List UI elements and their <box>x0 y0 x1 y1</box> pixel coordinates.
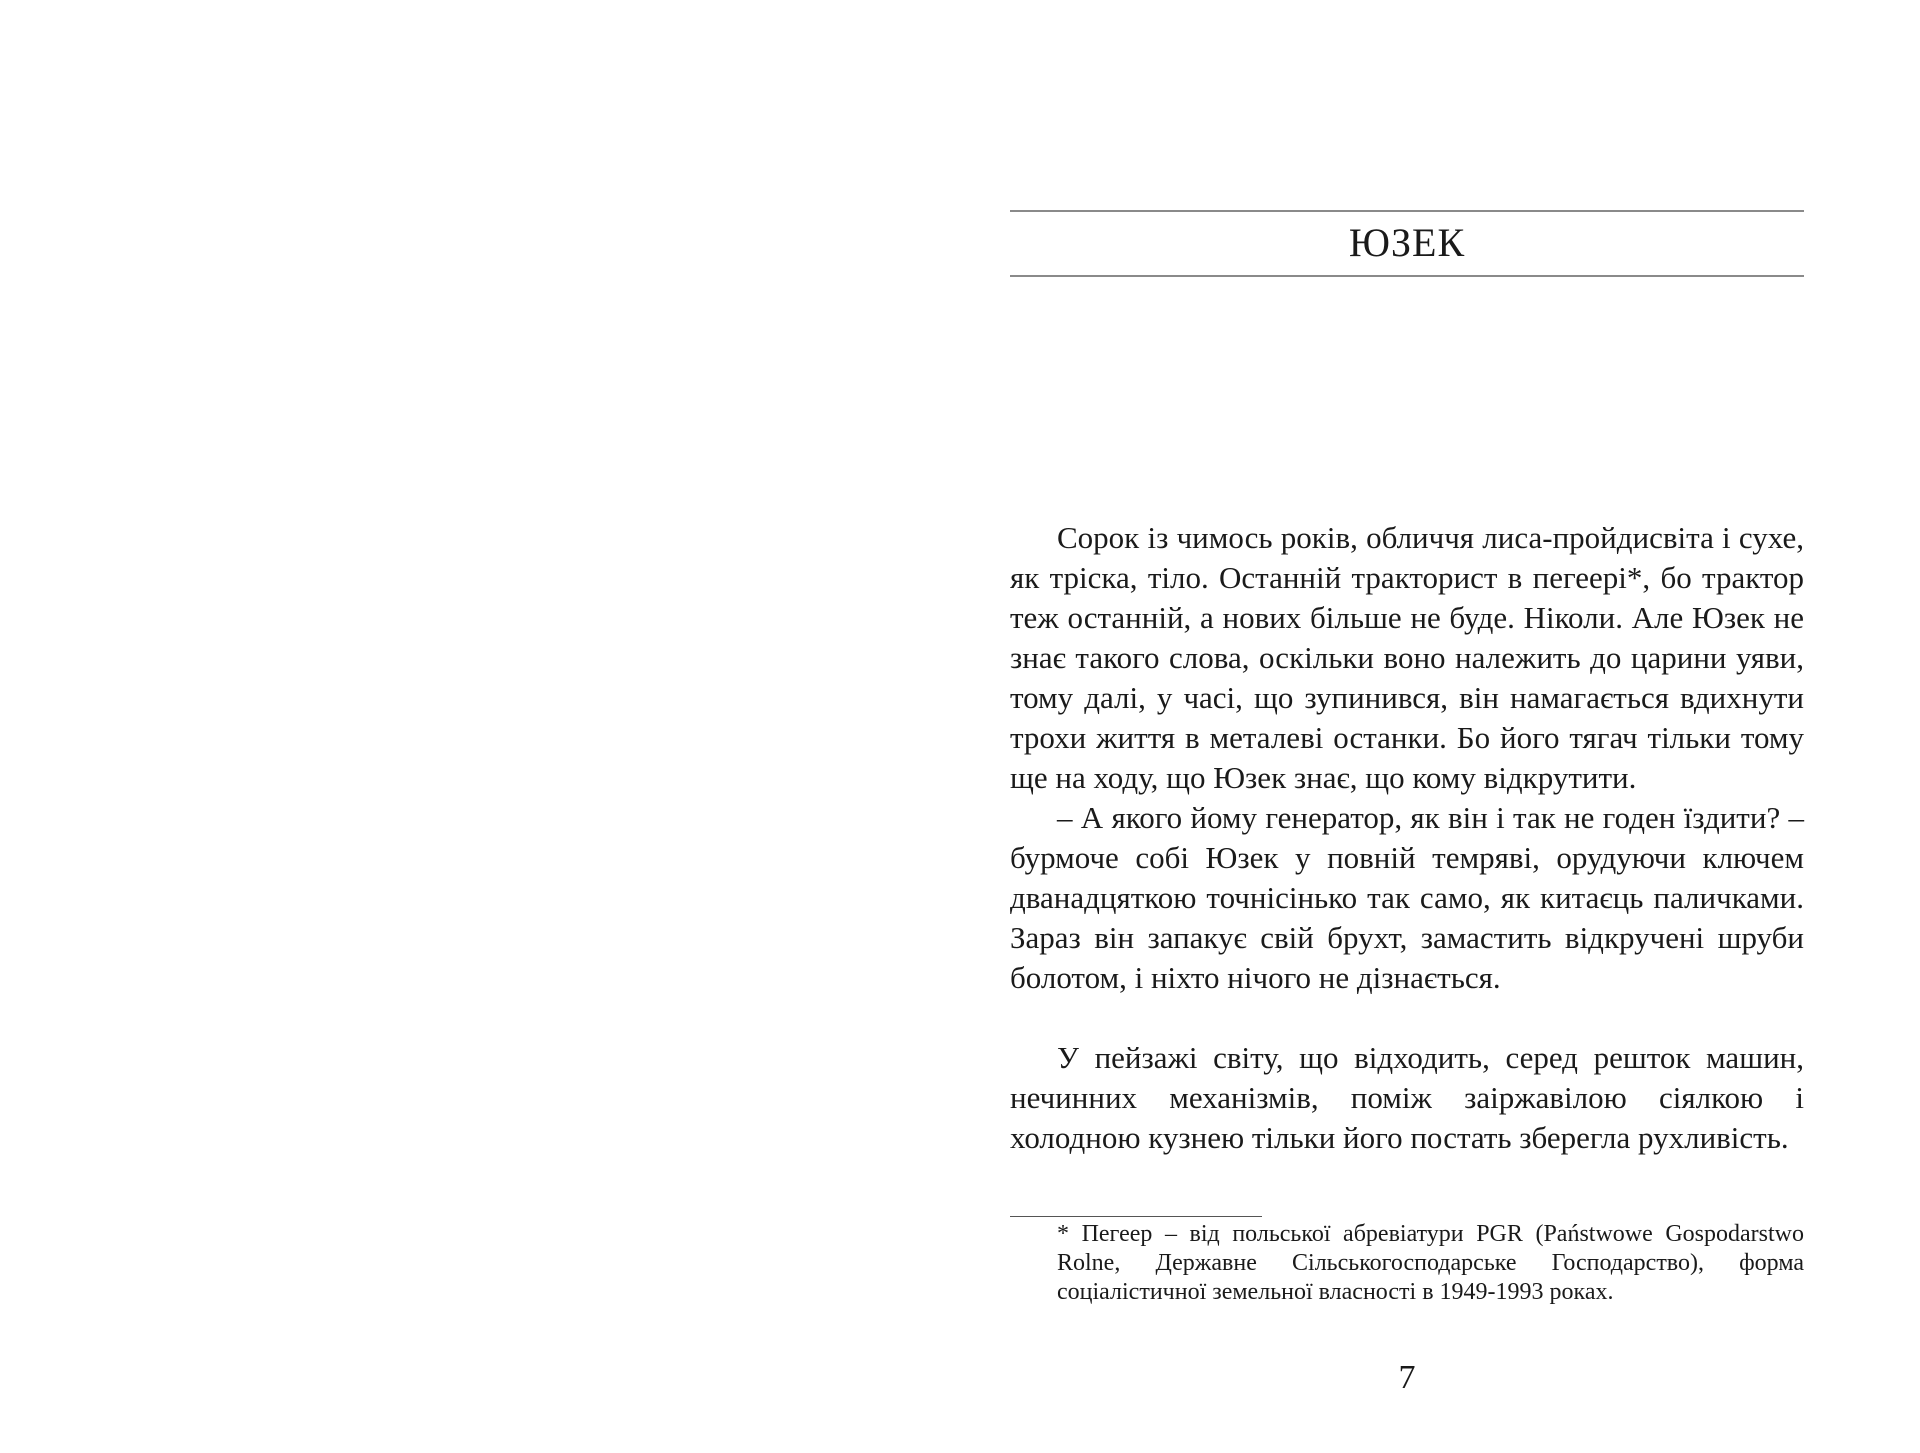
chapter-title: ЮЗЕК <box>1348 220 1466 265</box>
title-rule-bottom <box>1010 275 1804 277</box>
right-page <box>1010 0 1804 1453</box>
paragraph-2: – А якого йому генератор, як він і так не годен їздити? – бурмоче собі Юзек у повній темряві, орудуючи ключем дванадцяткою точнісінько так само, як китаєць паличками. Зараз він запакує свій брухт, замастить відкручені шруби болотом, і ніхто нічого не дізнається. <box>1010 800 1804 995</box>
footnote-separator <box>1010 1216 1262 1217</box>
title-rule-top <box>1010 210 1804 212</box>
footnote: * Пегеер – від польської абревіатури PGR (Państwowe Gospodarstwo Rolne, Державне Сільськогосподарське Господарство), форма соціалістичної земельної власності в 1949-1993 роках. <box>1057 1221 1804 1305</box>
chapter-body <box>1010 518 1804 1158</box>
paragraph-3: У пейзажі світу, що відходить, серед решток машин, нечинних механізмів, поміж заіржавілою сіялкою і холодною кузнею тільки його постать зберегла рухливість. <box>1010 1040 1804 1155</box>
paragraph-1: Сорок із чимось років, обличчя лиса-пройдисвіта і сухе, як тріска, тіло. Останній тракторист в пегеері*, бо трактор теж останній, а нових більше не буде. Ніколи. Але Юзек не знає такого слова, оскільки воно належить до царини уяви, тому далі, у часі, що зупинився, він намагається вдихнути трохи життя в металеві останки. Бо його тягач тільки тому ще на ходу, що Юзек знає, що кому відкрутити. <box>1010 520 1804 795</box>
page-number: 7 <box>1398 1359 1416 1396</box>
